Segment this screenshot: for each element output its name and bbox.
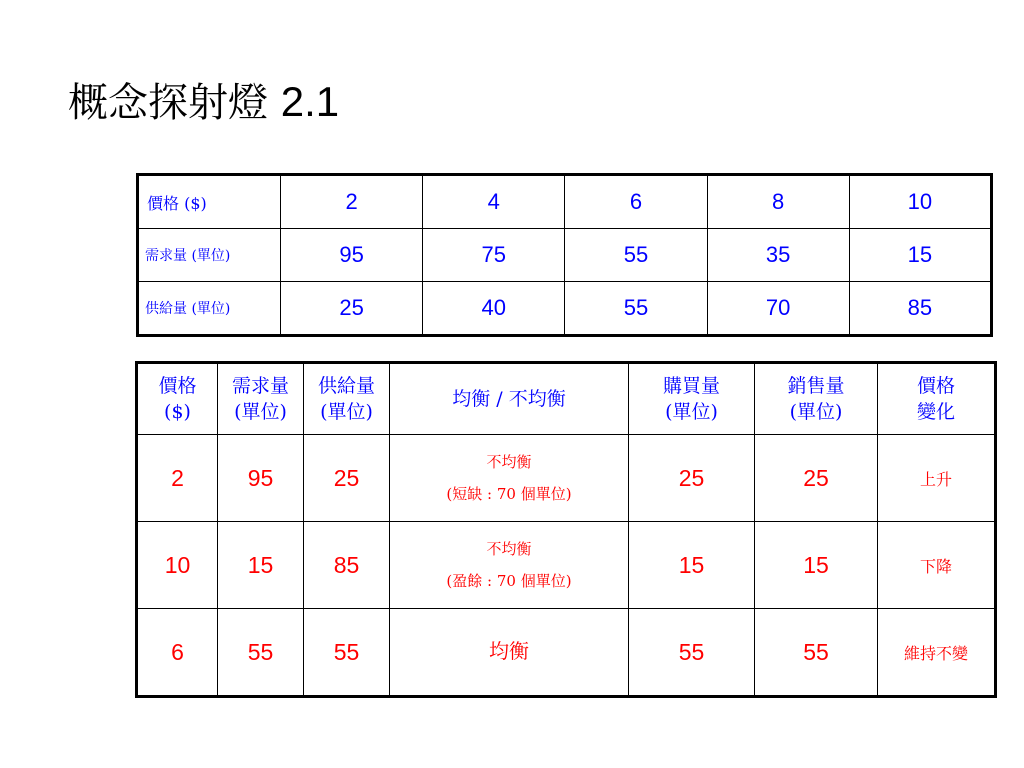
table-cell: 25 bbox=[281, 282, 423, 336]
table-cell: 55 bbox=[565, 282, 707, 336]
market-equilibrium-table bbox=[135, 361, 997, 698]
table-cell: 4 bbox=[423, 175, 565, 229]
header-price-line2: ($) bbox=[164, 401, 191, 423]
price-quantity-schedule-table bbox=[136, 173, 993, 337]
cell-demand: 95 bbox=[218, 435, 304, 522]
cell-supply: 85 bbox=[304, 522, 390, 609]
cell-price: 10 bbox=[137, 522, 218, 609]
header-supply bbox=[304, 363, 390, 435]
cell-equilibrium-state bbox=[390, 609, 629, 697]
cell-demand: 15 bbox=[218, 522, 304, 609]
cell-supply: 55 bbox=[304, 609, 390, 697]
row-label-demand: 需求量 (單位) bbox=[138, 229, 281, 282]
table-row bbox=[137, 522, 996, 609]
header-price-change bbox=[878, 363, 996, 435]
cell-sold: 25 bbox=[755, 435, 878, 522]
cell-supply: 25 bbox=[304, 435, 390, 522]
header-bought-line2: (單位) bbox=[665, 401, 718, 423]
cell-price-change: 維持不變 bbox=[878, 609, 996, 697]
header-demand-line1: 需求量 bbox=[231, 375, 289, 397]
state-line1: 不均衡 bbox=[486, 540, 532, 558]
header-row bbox=[137, 363, 996, 435]
cell-bought: 55 bbox=[629, 609, 755, 697]
table-row bbox=[138, 229, 992, 282]
cell-sold: 55 bbox=[755, 609, 878, 697]
state-line1: 不均衡 bbox=[486, 453, 532, 471]
table-cell: 10 bbox=[849, 175, 991, 229]
cell-bought: 15 bbox=[629, 522, 755, 609]
header-sold-line1: 銷售量 bbox=[787, 375, 845, 397]
slide-title-text: 概念探射燈 bbox=[68, 80, 268, 126]
header-price bbox=[137, 363, 218, 435]
table-cell: 6 bbox=[565, 175, 707, 229]
table-cell: 15 bbox=[849, 229, 991, 282]
slide-title-number: 2.1 bbox=[280, 78, 340, 125]
state-line2: (盈餘 : 70 個單位) bbox=[446, 572, 572, 590]
slide-title bbox=[68, 72, 339, 132]
header-supply-line1: 供給量 bbox=[317, 375, 375, 397]
state-line1: 均衡 bbox=[489, 639, 529, 663]
table-row bbox=[137, 435, 996, 522]
header-sold-line2: (單位) bbox=[789, 401, 843, 423]
cell-equilibrium-state bbox=[390, 435, 629, 522]
table-cell: 55 bbox=[565, 229, 707, 282]
cell-sold: 15 bbox=[755, 522, 878, 609]
cell-bought: 25 bbox=[629, 435, 755, 522]
header-sold bbox=[755, 363, 878, 435]
table-row bbox=[137, 609, 996, 697]
state-line2: (短缺 : 70 個單位) bbox=[446, 485, 572, 503]
table-cell: 2 bbox=[281, 175, 423, 229]
header-demand bbox=[218, 363, 304, 435]
header-equilibrium-label: 均衡 / 不均衡 bbox=[452, 388, 566, 410]
header-price-change-line1: 價格 bbox=[916, 375, 955, 397]
cell-price: 2 bbox=[137, 435, 218, 522]
table-cell: 95 bbox=[281, 229, 423, 282]
row-label-supply: 供給量 (單位) bbox=[138, 282, 281, 336]
cell-price: 6 bbox=[137, 609, 218, 697]
header-equilibrium bbox=[390, 363, 629, 435]
table-cell: 8 bbox=[707, 175, 849, 229]
header-price-line1: 價格 bbox=[158, 375, 197, 397]
table-cell: 75 bbox=[423, 229, 565, 282]
table-row bbox=[138, 175, 992, 229]
table-cell: 40 bbox=[423, 282, 565, 336]
cell-price-change: 上升 bbox=[878, 435, 996, 522]
header-bought-line1: 購買量 bbox=[662, 375, 720, 397]
cell-demand: 55 bbox=[218, 609, 304, 697]
table-cell: 35 bbox=[707, 229, 849, 282]
table-cell: 70 bbox=[707, 282, 849, 336]
row-label-price: 價格 ($) bbox=[138, 175, 281, 229]
header-demand-line2: (單位) bbox=[234, 401, 287, 423]
header-price-change-line2: 變化 bbox=[916, 401, 955, 423]
header-supply-line2: (單位) bbox=[320, 401, 373, 423]
table-cell: 85 bbox=[849, 282, 991, 336]
cell-equilibrium-state bbox=[390, 522, 629, 609]
table-row bbox=[138, 282, 992, 336]
cell-price-change: 下降 bbox=[878, 522, 996, 609]
header-bought bbox=[629, 363, 755, 435]
